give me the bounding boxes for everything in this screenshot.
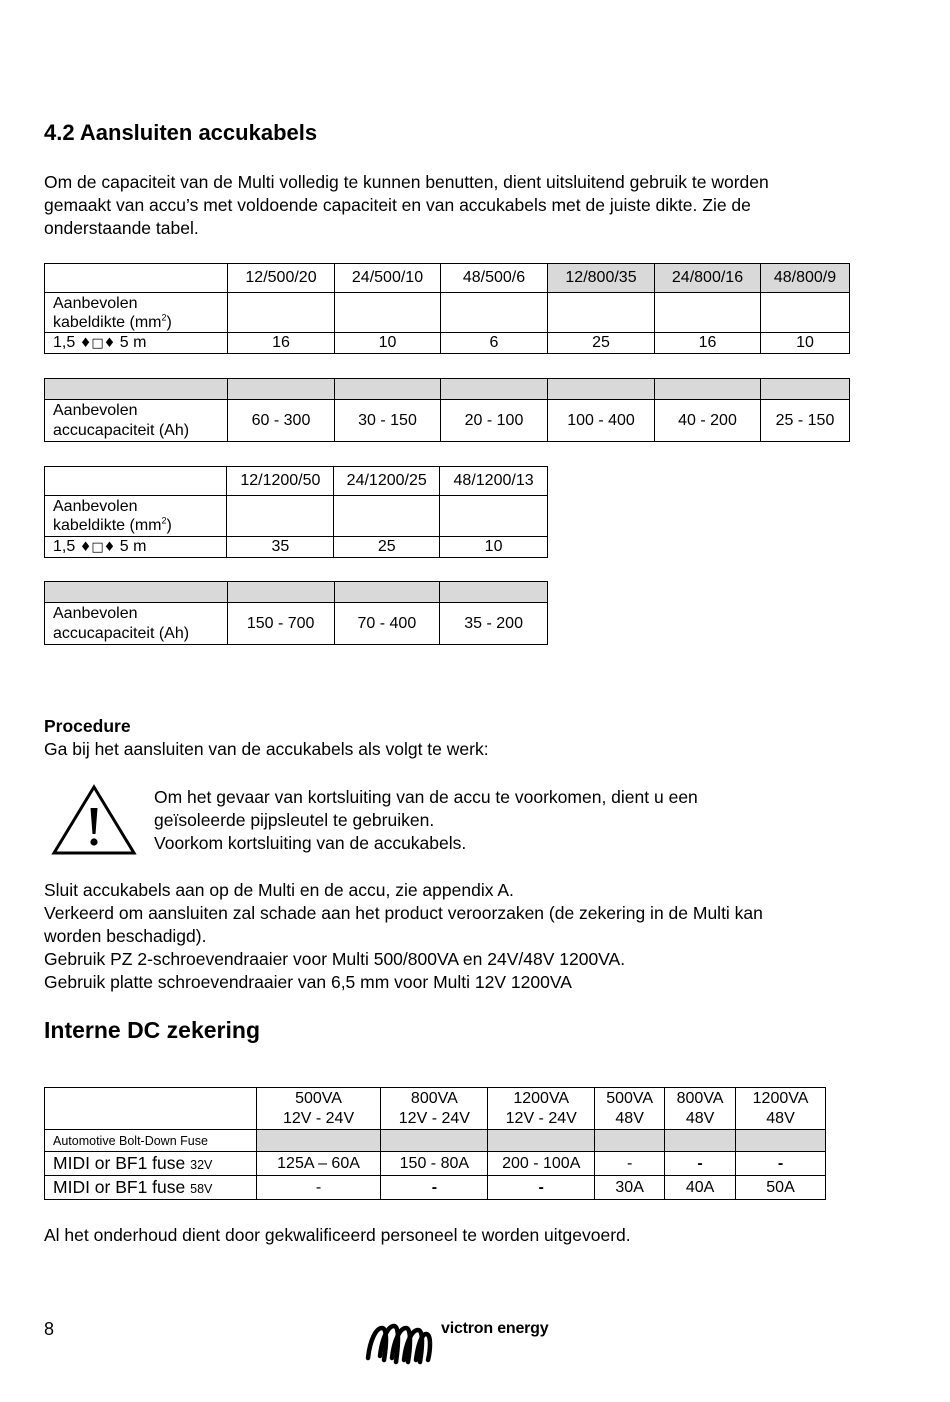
fuse-header-cell: 800VA 48V — [665, 1088, 736, 1130]
table-header-row — [45, 1088, 826, 1130]
cable-table-1200 — [44, 466, 548, 558]
model-cell: 12/500/20 — [228, 264, 335, 293]
value-cell: - — [665, 1152, 736, 1176]
model-cell: 24/500/10 — [335, 264, 441, 293]
table-row — [45, 1152, 826, 1176]
capacity-table-500-800 — [44, 378, 850, 442]
fuse-header-cell: 1200VA 12V - 24V — [488, 1088, 595, 1130]
step-line: worden beschadigd). — [44, 926, 207, 946]
model-cell: 12/1200/50 — [227, 467, 334, 496]
value-cell: 10 — [440, 537, 548, 558]
brand-name: victron energy — [441, 1320, 549, 1337]
value-cell: 50A — [736, 1176, 826, 1200]
step-line: Sluit accukabels aan op de Multi en de accu, zie appendix A. — [44, 880, 514, 900]
table-row — [45, 333, 850, 354]
row-label: Aanbevolen kabeldikte $(mm^2)$ — [45, 496, 227, 537]
intro-line: gemaakt van accu’s met voldoende capaciteit en van accukabels met de juiste dikte. Zie de — [44, 195, 751, 215]
value-cell: 30A — [595, 1176, 665, 1200]
fuse-row-label: MIDI or BF1 fuse 58V — [45, 1176, 257, 1200]
fuse-subheader: Automotive Bolt-Down Fuse — [45, 1130, 257, 1152]
footer-note: Al het onderhoud dient door gekwalificeerd personeel te worden uitgevoerd. — [44, 1225, 631, 1245]
model-cell: 24/1200/25 — [334, 467, 440, 496]
table-header-row — [45, 264, 850, 293]
value-cell: 40 - 200 — [655, 400, 761, 442]
procedure-heading: Procedure — [44, 716, 131, 736]
value-cell: 150 - 80A — [381, 1152, 488, 1176]
value-cell: 30 - 150 — [335, 400, 441, 442]
capacity-table-1200 — [44, 581, 548, 645]
length-label: 1,5 ♦□♦ 5 m — [45, 333, 228, 354]
length-label: 1,5 ♦□♦ 5 m — [45, 537, 227, 558]
table-row — [45, 496, 548, 537]
step-line: Gebruik platte schroevendraaier van 6,5 mm voor Multi 12V 1200VA — [44, 972, 572, 992]
fuse-row-label: MIDI or BF1 fuse 32V — [45, 1152, 257, 1176]
warning-line: geïsoleerde pijpsleutel te gebruiken. — [154, 810, 435, 830]
procedure-steps — [44, 879, 924, 994]
empty-cell — [45, 467, 227, 496]
value-cell: 200 - 100A — [488, 1152, 595, 1176]
diamond-box-icon: ♦□♦ — [79, 540, 116, 555]
table-header-row — [45, 467, 548, 496]
model-cell: 24/800/16 — [655, 264, 761, 293]
warning-text — [154, 786, 698, 855]
value-cell: - — [595, 1152, 665, 1176]
value-cell: 40A — [665, 1176, 736, 1200]
fuse-header-cell: 500VA 48V — [595, 1088, 665, 1130]
fuse-table — [44, 1087, 826, 1200]
value-cell: 20 - 100 — [441, 400, 548, 442]
value-cell: 35 - 200 — [440, 603, 548, 645]
value-cell: - — [488, 1176, 595, 1200]
value-cell: - — [381, 1176, 488, 1200]
diamond-box-icon: ♦□♦ — [79, 336, 116, 351]
table-row — [45, 293, 850, 333]
value-cell: 25 - 150 — [761, 400, 850, 442]
step-line: Verkeerd om aansluiten zal schade aan het product veroorzaken (de zekering in de Multi kan — [44, 903, 763, 923]
value-cell: 16 — [228, 333, 335, 354]
row-label: Aanbevolen kabeldikte $(mm^2)$ — [45, 293, 228, 333]
value-cell: 10 — [335, 333, 441, 354]
value-cell: 10 — [761, 333, 850, 354]
value-cell: - — [256, 1176, 381, 1200]
intro-paragraph — [44, 171, 924, 240]
value-cell: - — [736, 1152, 826, 1176]
value-cell: 150 - 700 — [227, 603, 334, 645]
table-header-row — [45, 379, 850, 400]
row-label: Aanbevolen accucapaciteit (Ah) — [45, 400, 228, 442]
model-cell: 48/800/9 — [761, 264, 850, 293]
section-title: 4.2 Aansluiten accukabels — [44, 120, 318, 145]
table-header-row — [45, 582, 548, 603]
table-row — [45, 537, 548, 558]
fuse-header-cell: 500VA 12V - 24V — [256, 1088, 381, 1130]
value-cell: 25 — [334, 537, 440, 558]
model-cell: 12/800/35 — [548, 264, 655, 293]
intro-line: Om de capaciteit van de Multi volledig te kunnen benutten, dient uitsluitend gebruik te worden — [44, 172, 769, 192]
value-cell: 70 - 400 — [334, 603, 440, 645]
model-cell: 48/500/6 — [441, 264, 548, 293]
warning-line: Om het gevaar van kortsluiting van de accu te voorkomen, dient u een — [154, 787, 698, 807]
page-number: 8 — [44, 1319, 55, 1339]
cable-table-500-800 — [44, 263, 850, 354]
empty-cell — [45, 1088, 257, 1130]
step-line: Gebruik PZ 2-schroevendraaier voor Multi 500/800VA en 24V/48V 1200VA. — [44, 949, 626, 969]
fuse-header-cell: 1200VA 48V — [736, 1088, 826, 1130]
fuse-title: Interne DC zekering — [44, 1017, 260, 1043]
fuse-header-cell: 800VA 12V - 24V — [381, 1088, 488, 1130]
value-cell: 35 — [227, 537, 334, 558]
intro-line: onderstaande tabel. — [44, 218, 199, 238]
empty-cell — [45, 264, 228, 293]
value-cell: 6 — [441, 333, 548, 354]
model-cell: 48/1200/13 — [440, 467, 548, 496]
row-label: Aanbevolen accucapaciteit (Ah) — [45, 603, 228, 645]
victron-logo-icon — [364, 1320, 436, 1368]
table-row — [45, 1176, 826, 1200]
fuse-subheader-row — [45, 1130, 826, 1152]
value-cell: 25 — [548, 333, 655, 354]
value-cell: 60 - 300 — [228, 400, 335, 442]
table-row — [45, 603, 548, 645]
warning-line: Voorkom kortsluiting van de accukabels. — [154, 833, 467, 853]
value-cell: 16 — [655, 333, 761, 354]
value-cell: 125A – 60A — [256, 1152, 381, 1176]
value-cell: 100 - 400 — [548, 400, 655, 442]
warning-icon — [51, 784, 137, 856]
table-row — [45, 400, 850, 442]
procedure-intro: Ga bij het aansluiten van de accukabels als volgt te werk: — [44, 739, 489, 759]
